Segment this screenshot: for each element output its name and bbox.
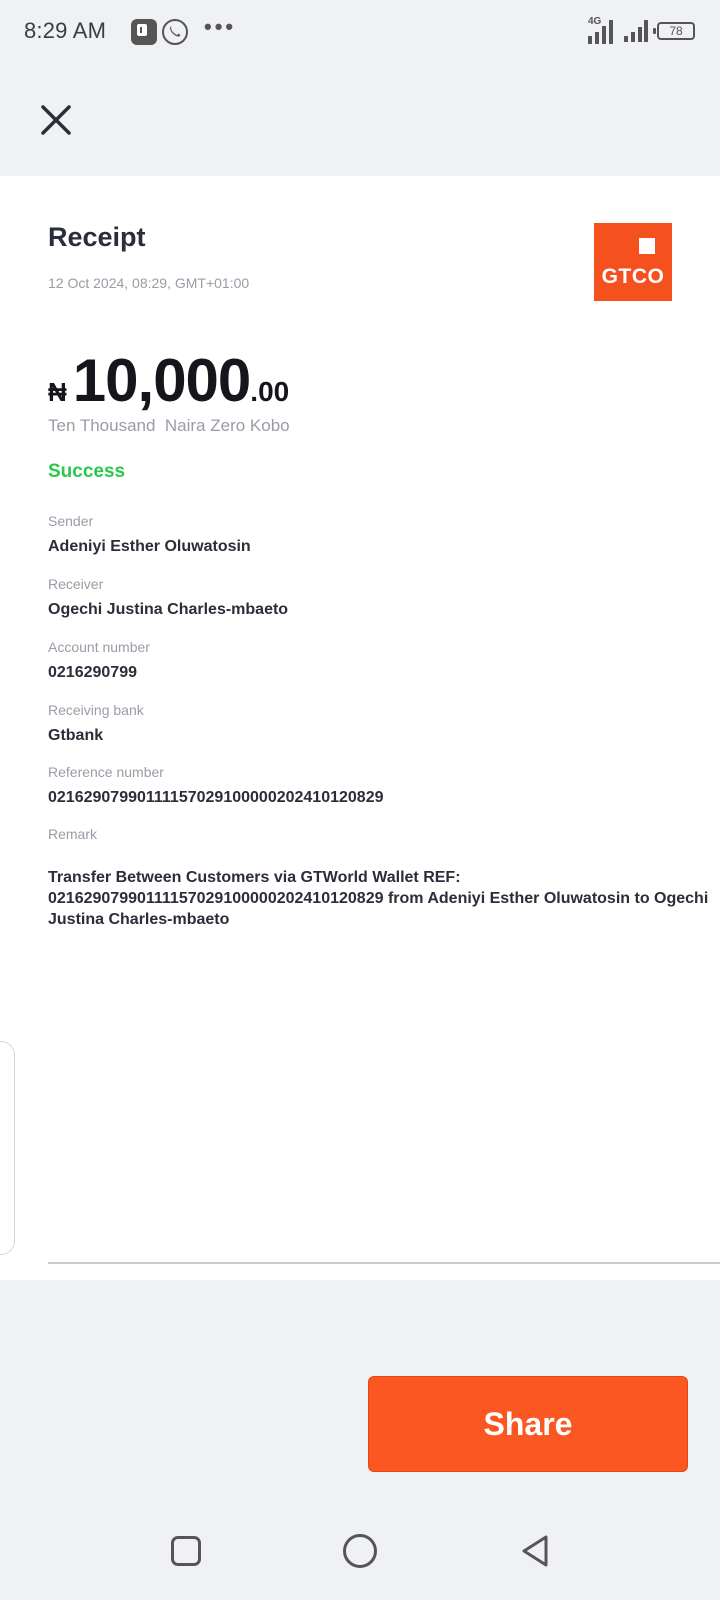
- close-icon: [36, 100, 76, 140]
- amount-main: 10,000: [72, 347, 251, 414]
- amount-decimal: .00: [250, 376, 290, 407]
- whatsapp-icon: [162, 19, 188, 45]
- mobile-data-icon: [588, 18, 616, 44]
- reference-number-label: Reference number: [48, 764, 164, 780]
- sender-label: Sender: [48, 513, 94, 529]
- reference-number-value: 02162907990111157029100000202410120829: [48, 789, 384, 806]
- home-button[interactable]: [343, 1534, 377, 1568]
- status-bar: [0, 0, 720, 64]
- receipt-divider: [48, 1262, 720, 1264]
- back-button[interactable]: [518, 1533, 552, 1569]
- gtco-logo: [594, 223, 672, 301]
- sender-value: Adeniyi Esther Oluwatosin: [48, 538, 251, 555]
- logo-text: GTCO: [601, 265, 665, 288]
- remark-label: Remark: [48, 826, 98, 842]
- system-nav-bar: [0, 1500, 720, 1600]
- account-number-value: 0216290799: [48, 664, 137, 681]
- share-button[interactable]: Share: [368, 1376, 688, 1472]
- amount-in-words: Ten Thousand Naira Zero Kobo: [48, 416, 290, 435]
- receiving-bank-label: Receiving bank: [48, 702, 144, 718]
- receipt-datetime: 12 Oct 2024, 08:29, GMT+01:00: [48, 275, 250, 291]
- signal-strength-icon: [624, 20, 648, 42]
- receiver-value: Ogechi Justina Charles-mbaeto: [48, 601, 289, 618]
- receiving-bank-value: Gtbank: [48, 727, 104, 744]
- battery-icon: 78: [657, 22, 695, 40]
- more-notifications-icon: •••: [204, 14, 237, 39]
- logo-square-icon: [639, 238, 655, 254]
- receiver-label: Receiver: [48, 576, 104, 592]
- recent-apps-button[interactable]: [171, 1536, 201, 1566]
- transaction-status: Success: [48, 461, 126, 482]
- amount-display: [48, 346, 289, 415]
- remark-value: Transfer Between Customers via GTWorld Wallet REF: 02162907990111157029100000202410120829 from Adeniyi Esther Oluwatosin to Ogechi Justina Charles-mbaeto: [48, 869, 709, 928]
- network-type-label: 4G: [588, 16, 602, 27]
- currency-symbol: ₦: [48, 377, 67, 407]
- receipt-card: [0, 176, 720, 1280]
- account-number-label: Account number: [48, 639, 150, 655]
- notification-app-icon: [131, 19, 157, 45]
- close-button[interactable]: [36, 100, 76, 140]
- receipt-title: Receipt: [48, 222, 146, 252]
- status-time: 8:29 AM: [24, 18, 107, 43]
- side-edge-handle[interactable]: [0, 1041, 15, 1255]
